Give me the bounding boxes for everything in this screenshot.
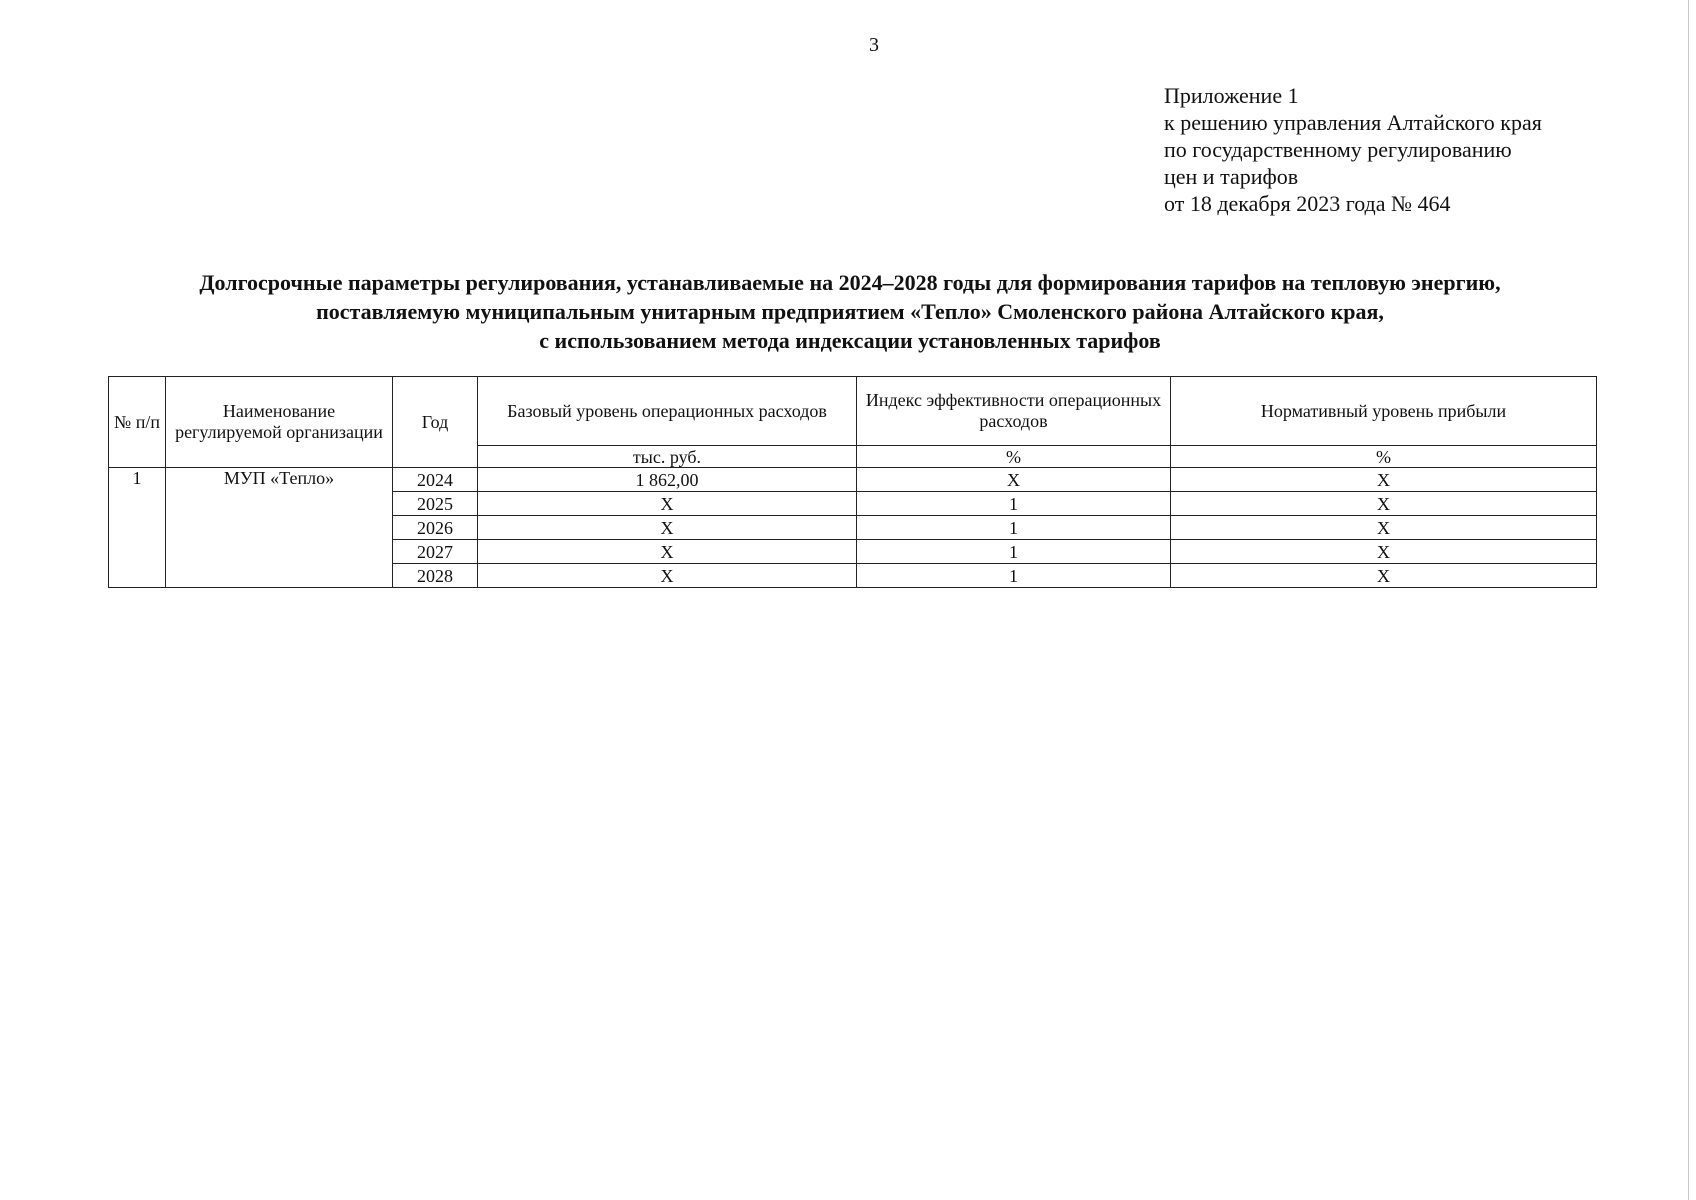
cell-profit: Х	[1171, 492, 1597, 516]
header-org: Наименование регулируемой организации	[166, 377, 393, 468]
table-row	[109, 468, 1597, 492]
cell-profit: Х	[1171, 540, 1597, 564]
title-line: поставляемую муниципальным унитарным предприятием «Тепло» Смоленского района Алтайского края,	[316, 299, 1384, 324]
cell-index: 1	[857, 564, 1171, 588]
title-line: с использованием метода индексации установленных тарифов	[539, 328, 1161, 353]
table-header-row	[109, 377, 1597, 446]
cell-year: 2028	[393, 564, 478, 588]
cell-base: Х	[478, 564, 857, 588]
scan-edge-line	[1688, 0, 1689, 1200]
unit-profit: %	[1171, 446, 1597, 468]
cell-index: Х	[857, 468, 1171, 492]
page-number: 3	[869, 34, 879, 56]
header-base: Базовый уровень операционных расходов	[478, 377, 857, 446]
document-title	[100, 268, 1600, 355]
cell-index: 1	[857, 516, 1171, 540]
appendix-block	[1164, 82, 1542, 217]
cell-base: Х	[478, 540, 857, 564]
header-profit: Нормативный уровень прибыли	[1171, 377, 1597, 446]
appendix-line: по государственному регулированию	[1164, 137, 1512, 162]
cell-year: 2024	[393, 468, 478, 492]
appendix-line: Приложение 1	[1164, 83, 1299, 108]
cell-profit: Х	[1171, 516, 1597, 540]
appendix-line: к решению управления Алтайского края	[1164, 110, 1542, 135]
cell-base: 1 862,00	[478, 468, 857, 492]
header-year: Год	[393, 377, 478, 468]
unit-base: тыс. руб.	[478, 446, 857, 468]
unit-index: %	[857, 446, 1171, 468]
parameters-table	[108, 376, 1597, 588]
cell-index: 1	[857, 492, 1171, 516]
cell-year: 2025	[393, 492, 478, 516]
cell-year: 2026	[393, 516, 478, 540]
cell-num: 1	[109, 468, 166, 588]
appendix-line: цен и тарифов	[1164, 164, 1299, 189]
cell-profit: Х	[1171, 564, 1597, 588]
cell-org: МУП «Тепло»	[166, 468, 393, 588]
cell-base: Х	[478, 516, 857, 540]
cell-profit: Х	[1171, 468, 1597, 492]
cell-year: 2027	[393, 540, 478, 564]
header-num: № п/п	[109, 377, 166, 468]
title-line: Долгосрочные параметры регулирования, устанавливаемые на 2024–2028 годы для формирования тарифов на тепловую энергию,	[199, 270, 1501, 295]
cell-index: 1	[857, 540, 1171, 564]
header-index: Индекс эффективности операционных расходов	[857, 377, 1171, 446]
appendix-line: от 18 декабря 2023 года № 464	[1164, 191, 1451, 216]
cell-base: Х	[478, 492, 857, 516]
